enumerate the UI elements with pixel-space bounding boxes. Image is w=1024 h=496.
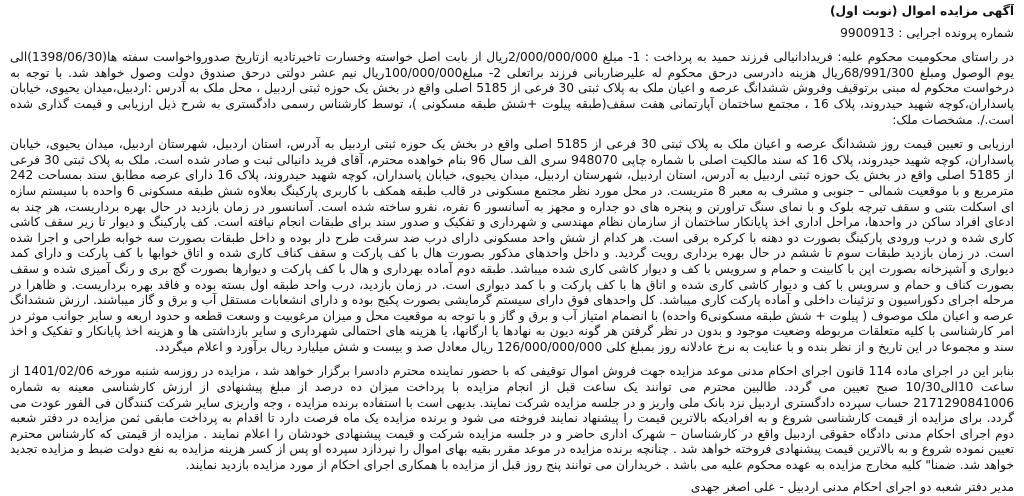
- paragraph-judgment: در راستای محکومیت محکوم علیه: فریدادانیالی فرزند حمید به پرداخت : 1- مبلغ 2/000/000/000ریال از بابت اصل خواسته وخسارت تاخیرتادیه ازتاریخ صدورواخواست سفته ها(1398/06/30)الی یوم الوصول ومبلغ 68/991/300ریال هزینه دادرسی درحق محکوم له علیرضاربانی فرزند براتعلی 2- مبلغ100/000/000ریال نیم عشر دولتی درحق صندوق دولت وصول خواهد شد. با توجه به درخواست محکوم له مبنی برتوقیف وفروش ششدانگ عرصه و اعیان ملک به پلاک ثبتی 30 فرعی از 5185 اصلی واقع در بخش یک حوزه ثبتی اردبیل ، محل ملک به آدرس :اردبیل،میدان یحیوی، خیابان پاسداران،کوچه شهید حیدروند، پلاک 16 ، مجتمع ساختمان آپارتمانی هفت سقف(طبقه پیلوت +شش طبقه مسکونی )، توسط کارشناس رسمی دادگستری به شرح ذیل ارزیابی و قیمت گذاری شده است./. مشخصات ملک:: [10, 50, 1015, 127]
- paragraph-appraisal: ارزیابی و تعیین قیمت روز ششدانگ عرصه و اعیان ملک به پلاک ثبتی 30 فرعی از 5185 اصلی واقع در بخش یک حوزه ثبتی اردبیل به آدرس، استان اردبیل، شهرستان اردبیل، میدان یحیوی، خیابان پاسداران، کوچه شهید حیدروند، پلاک 16 که سند مالکیت اصلی با شماره چاپی 948070 سری الف سال 96 بنام خواهده محترم، آقای فرید دانیالی ثبت و صادر شده است. ملک به پلاک ثبتی 30 فرعی از 5185 اصلی واقع در بخش یک حوزه ثبتی اردبیل به آدرس، استان اردبیل، شهرستان اردبیل، میدان یحیوی، خیابان پاسداران، کوچه شهید حیدروند، پلاک 16 دارای عرصه مطابق سند بمساحت 242 مترمربع و با موقعیت شمالی – جنوبی و مشرف به معبر 8 متریست. در محل مورد نظر مجتمع مسکونی در قالب طبقه همکف با کاربری پارکینگ بعلاوه شش طبقه مسکونی 6 واحده با سیستم سازه ای اسکلت بتنی و سقف تیرچه بلوک و با نمای سنگ تراورتن و پنجره های دو جداره و مجهز به آسانسور 6 نفره، نفرو ساخته شده است. آسانسور در زمان بازدید در حال بهره برداریست، هر چند به ادعای افراد ساکن در واحدها، مراحل اداری اخذ پایانکار ساختمان از سازمان نظام مهندسی و شهرداری و تفکیک و صدور سند برای طبقات انجام نیافته است. کف پارکینگ و دیوار تا زیر سقف کاشی کاری شده و درب ورودی پارکینگ بصورت دو دهنه با کرکره برقی است. هر کدام از شش واحد مسکونی دارای درب ضد سرقت طرح دار بوده و داخل طبقات بصورت سه خوابه طراحی و اجرا شده است. در زمان بازدید طبقات سوم تا ششم در حال بهره برداری رویت گردید. و داخل واحدهای مذکور بصورت هال با کف پارکت و سقف کناف کاری شده و اتاق خوابها با کف پارکت و دارای کمد دیواری و آشپزخانه بصورت اپن با کابینت و حمام و سرویس با کف و دیوار کاشی کاری شده میباشد. طبقه دوم آماده بهرداری و هال با کف پارکت و دیوارها بصورت گچ بری و رنگ آمیزی شده و سقف بصورت کناف و حمام و سرویس با کف و دیوار کاشی کاری شده و اتاق ها با کف پارکت و با کمد دیواری است. در زمان بازدید، درب واحد طبقه اول بسته بوده و فاقد بهره برداریست. و ظاهرا در مرحله اجرای دکوراسیون و تزئینات داخلی و آماده پارکت کاری میباشد. کل واحدهای فوق دارای سیستم گرمایشی بصورت پکیج بوده و دارای انشعابات مستقل آب و برق و گاز میباشند. ارزش ششدانگ عرصه و اعیان ملک موصوف ( پیلوت + شش طبقه مسکونی6 واحده) با انضمام امتیاز آب و برق و گاز و با توجه به موقعیت محل و میزان مرغوبیت و وسعت قطعه و حدود اربعه و سایر جوانب موثر در امر کارشناسی با کلیه متعلقات مربوطه وضعیت موجود و بدون در نظر گرفتن هر گونه دیون به نهادها یا ارگانها، یا هزینه های احتمالی شهرداری و سایر بازداشتی ها و هزینه اخذ پایانکار و تفکیک و اخذ سند و مجموعا در این تاریخ و از نظر بنده و با عنایت به نرخ عادلانه روز بمبلغ کلی 126/000/000/000 ریال معادل صد و بیست و شش میلیارد ریال برآورد و اعلام میگردد.: [10, 137, 1015, 354]
- notice-title: آگهی مزایده اموال (نوبت اول): [829, 4, 1014, 18]
- file-number: شماره پرونده اجرایی : 9900913: [840, 25, 1014, 40]
- paragraph-auction-terms: بنابر این در اجرای ماده 114 قانون اجرای احکام مدنی موعد مزایده جهت فروش اموال توقیفی که با حضور نماینده محترم دادسرا برگزار خواهد شد ، مزایده در روزسه شنبه مورخه 1401/02/06 از ساعت 10الی10/30 صبح تعیین می گردد. طالبین محترم می توانند یک ساعت قبل از انجام مزایده با پرداخت میزان ده درصد از مبلغ پیشنهادی از ارزش کارشناسی معینه به شماره 2171290841006 حساب سپرده دادگستری اردبیل نزد بانک ملی واریز و در جلسه مزایده شرکت نمایند. بدیهی است با استفاده برنده مزایده ، وجه واریزی سایر شرکت کنندگان فی الفور عودت می گردد. برای مزایده از قیمت کارشناسی شروع و به افرادیکه بالاترین قیمت را پیشنهاد نمایند فروخته می شود و برنده مزایده یک ماه فرصت دارد تا اقدام به پرداخت مابقی ثمن مزایده در دفتر شعبه دوم اجرای احکام مدنی دادگاه حقوقی اردبیل واقع در کارشناسان – شهرک اداری حاضر و در جلسه مزایده شرکت و قیمت پیشنهادی خودشان را اعلام نمایند . مزایده از قیمتی که کارشناس محترم تعیین نموده شروع و به بالاترین قیمت پیشنهادی فروخته خواهد شد . چنانچه برنده مزایده در موعد مقرر بقیه بهای اموال را نپردازد سپرده او پس از کسر هزینه مزایده به نفع دولت ضبط و مزایده تجدید خواهد شد. ضمنا" کلیه مخارج مزایده به عهده محکوم علیه می باشد . خریداران می توانند پنج روز قبل از مزایده با همکاری اجرای احکام از مورد مزایده بازدید نمایند.: [10, 364, 1015, 473]
- signature-line: مدیر دفتر شعبه دو اجرای احکام مدنی اردبیل - علی اصغر جهدی: [690, 479, 1014, 494]
